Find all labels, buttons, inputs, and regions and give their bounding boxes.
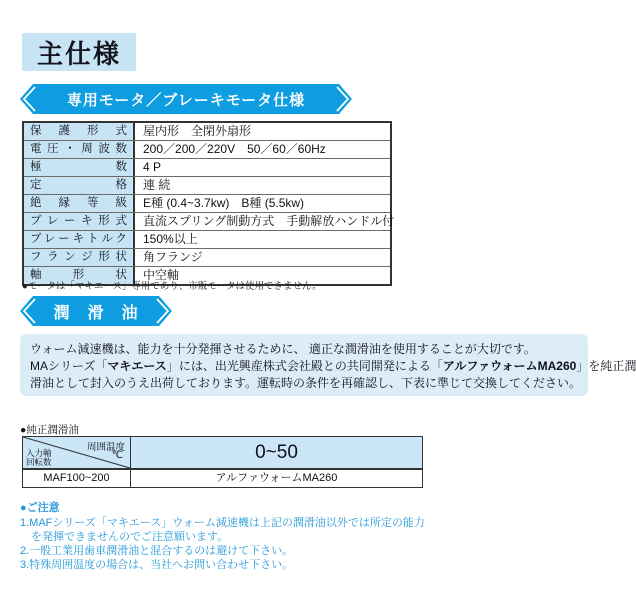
celsius-unit-label: ℃ [111,450,123,461]
spec-value: 中空軸 [143,268,180,282]
table-row [24,230,390,248]
table-row [24,123,390,140]
table-row [24,194,390,212]
spec-value: 150%以上 [143,232,198,246]
product-name: アルファウォームMA260 [442,359,577,373]
spec-value: 4 P [143,160,162,174]
info-line-2-pre: MAシリーズ「 [30,359,108,373]
spec-label: 保護形式 [24,123,135,140]
page-title-box [22,33,136,71]
oil-table-header-row [23,437,422,470]
genuine-oil-table [22,436,423,488]
genuine-oil-heading: ●純正潤滑油 [20,424,79,436]
spec-label: 定格 [24,177,135,194]
lubricant-info-box [20,334,636,396]
oil-name-cell: アルファウォームMA260 [215,472,338,484]
spec-label: フランジ形状 [24,249,135,266]
notice-section [20,501,425,572]
spec-label: ブレーキ形式 [24,213,135,230]
motor-spec-banner [20,84,352,114]
spec-value: 直流スプリング制動方式 手動解放ハンドル付 [143,214,395,228]
info-line-1: ウォーム減速機は、能力を十分発揮させるために、 適正な潤滑油を使用することが大切です。 [30,342,536,356]
motor-spec-table [22,121,395,286]
notice-heading: ●ご注意 [20,502,60,514]
spec-label: 電圧・周波数 [24,141,135,158]
input-shaft-line2: 回転数 [26,457,52,467]
info-line-2-post: 」を純正潤 [576,359,636,373]
spec-label: ブレーキトルク [24,231,135,248]
table-row [24,140,390,158]
lubricant-banner-label: 潤 滑 油 [53,304,139,322]
spec-value: 200／200／220V 50／60／60Hz [143,142,326,156]
table-row [24,212,395,230]
table-row [24,248,390,266]
info-line-2 [30,358,636,375]
table-row [24,158,390,176]
notice-line: 1.MAFシリーズ「マキエース」ウォーム減速機は上記の潤滑油以外では所定の能力 [20,517,425,529]
input-shaft-line1: 入力軸 [26,448,52,458]
notice-line: を発揮できませんのでご注意願います。 [20,531,229,543]
table-row [24,176,390,194]
motor-table-footnote: ●モータは「マキエース」専用であり、市販モータは使用できません。 [22,281,322,292]
spec-value: 連 続 [143,178,171,192]
brand-name: マキエース [107,359,167,373]
motor-spec-banner-label: 専用モータ／ブレーキモータ仕様 [66,91,306,109]
spec-value: 角フランジ [143,250,203,264]
notice-line: 2.一般工業用歯車潤滑油と混合するのは避けて下さい。 [20,545,294,557]
lubricant-banner [20,296,172,326]
spec-label: 極数 [24,159,135,176]
spec-label: 軸形状 [24,267,135,284]
model-cell: MAF100~200 [23,470,131,487]
spec-value: E種 (0.4~3.7kw) B種 (5.5kw) [143,196,305,210]
oil-table-data-row [23,470,422,487]
notice-line: 3.特殊周囲温度の場合は、当社へお問い合わせ下さい。 [20,559,294,571]
spec-label: 絶縁等級 [24,195,135,212]
input-shaft-label [26,449,52,467]
temp-range-cell: 0~50 [255,441,298,463]
page-title: 主仕様 [36,38,121,69]
info-line-3: 滑油として封入のうえ出荷しております。運転時の条件を再確認し、下表に準じて交換してください。 [30,376,582,390]
diagonal-header-cell [23,437,131,468]
info-line-2-mid: 」には、出光興産株式会社殿との共同開発による「 [166,359,443,373]
ambient-temp-label: 周囲温度 [86,442,125,453]
spec-value: 屋内形 全閉外扇形 [143,124,252,138]
